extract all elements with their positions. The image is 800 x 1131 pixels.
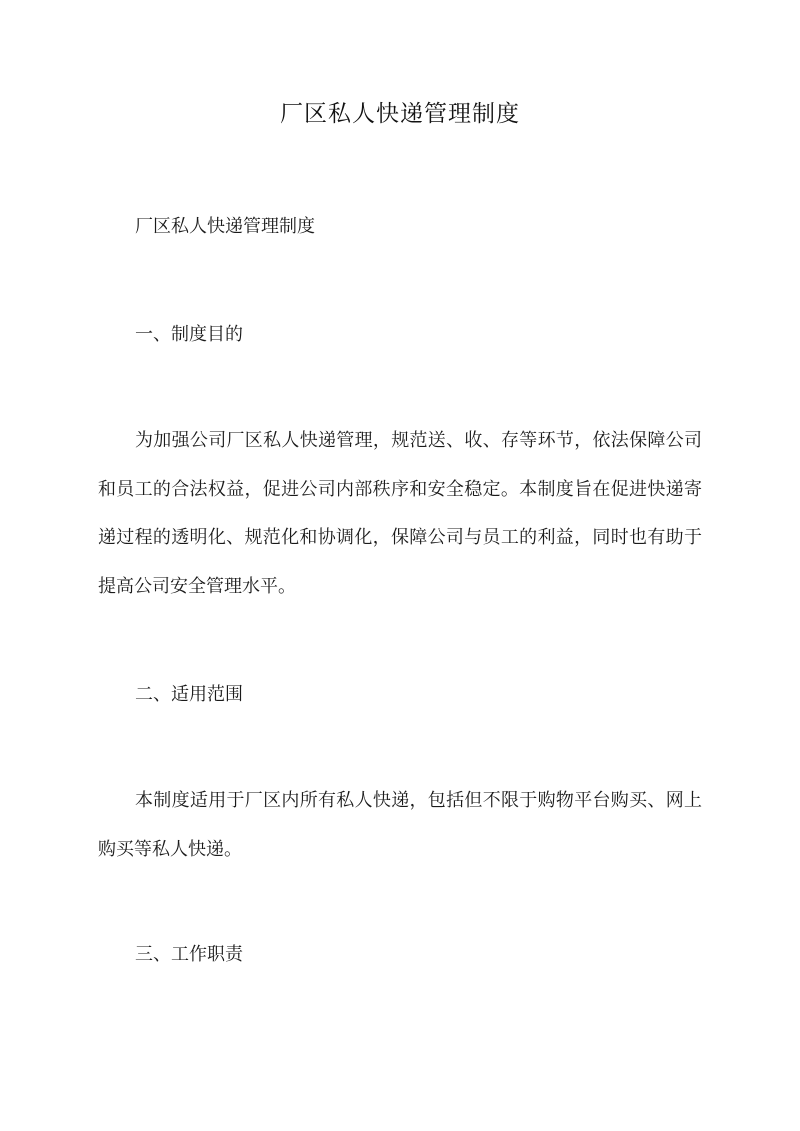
document-subtitle: 厂区私人快递管理制度 <box>135 216 315 237</box>
document-title: 厂区私人快递管理制度 <box>280 101 520 127</box>
section-paragraph-purpose: 为加强公司厂区私人快递管理，规范送、收、存等环节，依法保障公司和员工的合法权益，促进公司内部秩序和安全稳定。本制度旨在促进快递寄递过程的透明化、规范化和协调化，保障公司与员工的利益，同时也有助于提高公司安全管理水平。 <box>98 430 702 597</box>
section-heading-responsibilities: 三、工作职责 <box>135 944 243 965</box>
section-paragraph-scope: 本制度适用于厂区内所有私人快递，包括但不限于购物平台购买、网上购买等私人快递。 <box>98 790 702 860</box>
section-heading-scope: 二、适用范围 <box>135 684 243 705</box>
section-heading-purpose: 一、制度目的 <box>135 324 243 345</box>
